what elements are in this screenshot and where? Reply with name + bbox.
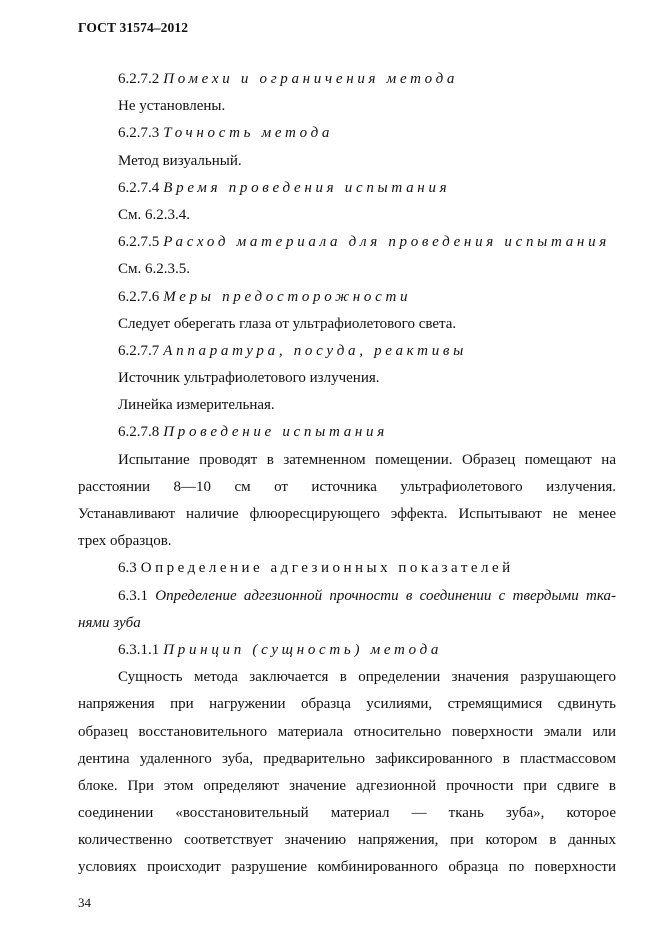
body-text: Источник ультрафиолетового излучения. [118,370,380,387]
section-heading [78,555,616,582]
subsection-heading [78,419,616,446]
paragraph-line: Испытание проводят в затемненном помещении. Образец помещают на [118,451,616,468]
subsection-title-part1: Определение адгезионной прочности в соединении с твердыми тка- [155,587,616,604]
subsection-heading [78,120,616,147]
subsection-number: 6.2.7.6 [118,288,160,305]
body-text: Линейка измерительная. [118,397,275,414]
paragraph-line: образец восстановительного материала относительно поверхности эмали или [78,723,616,740]
subsection-title: Меры предосторожности [163,288,412,305]
page-number: 34 [78,895,91,910]
paragraph-line: трех образцов. [78,533,172,550]
paragraph-line: количественно соответствует значению напряжения, при котором в данных [78,832,616,849]
section-number: 6.3 [118,560,137,577]
subsection-title: Помехи и ограничения метода [163,71,459,87]
subsection-heading [78,284,616,311]
paragraph-line: Устанавливают наличие флюоресцирующего эффекта. Испытывают не менее [78,506,616,522]
subsection-heading [78,66,616,93]
body-text: См. 6.2.3.4. [118,206,190,223]
subsection-title: Аппаратура, посуда, реактивы [163,342,467,359]
subsection-heading [78,637,616,664]
subsection-number: 6.3.1 [118,587,148,604]
document-body [78,66,616,882]
document-header: ГОСТ 31574–2012 [78,20,189,35]
subsection-title: Принцип (сущность) метода [163,641,443,658]
paragraph-line: условиях происходит разрушение комбинированного образца по поверхности [78,859,616,876]
body-text: Следует оберегать глаза от ультрафиолетового света. [118,315,457,332]
body-text: Не установлены. [118,98,226,115]
body-text: См. 6.2.3.5. [118,261,190,278]
paragraph-line: блоке. При этом определяют значение адгезионной прочности при сдвиге в [78,777,616,794]
subsection-heading [78,583,616,610]
paragraph-line: Сущность метода заключается в определении значения разрушающего [118,669,616,686]
subsection-number: 6.3.1.1 [118,641,160,658]
body-text: Метод визуальный. [118,152,242,169]
paragraph-line: напряжения при нагружении образца усилиями, стремящимися сдвинуть [78,696,616,713]
paragraph-principle [78,664,616,882]
subsection-number: 6.2.7.4 [118,179,160,196]
subsection-number: 6.2.7.7 [118,342,160,359]
paragraph-test-procedure [78,447,616,556]
subsection-title-part2: нями зуба [78,614,141,631]
section-title: Определение адгезионных показателей [140,560,514,577]
subsection-number: 6.2.7.8 [118,424,160,441]
paragraph-line: соединении «восстановительный материал — ткань зуба», которое [78,805,616,822]
paragraph-line: расстоянии 8—10 см от источника ультрафиолетового излучения. [78,478,616,495]
subsection-title: Точность метода [163,125,334,142]
subsection-number: 6.2.7.2 [118,71,160,87]
subsection-heading [78,229,616,256]
subsection-title: Время проведения испытания [163,179,451,196]
subsection-heading [78,338,616,365]
subsection-number: 6.2.7.3 [118,125,160,142]
subsection-heading [78,175,616,202]
paragraph-line: дентина удаленного зуба, предварительно зафиксированного в пластмассовом [78,750,616,767]
subsection-title: Проведение испытания [163,424,388,441]
subsection-title: Расход материала для проведения испытания [163,234,610,251]
subsection-number: 6.2.7.5 [118,234,160,251]
